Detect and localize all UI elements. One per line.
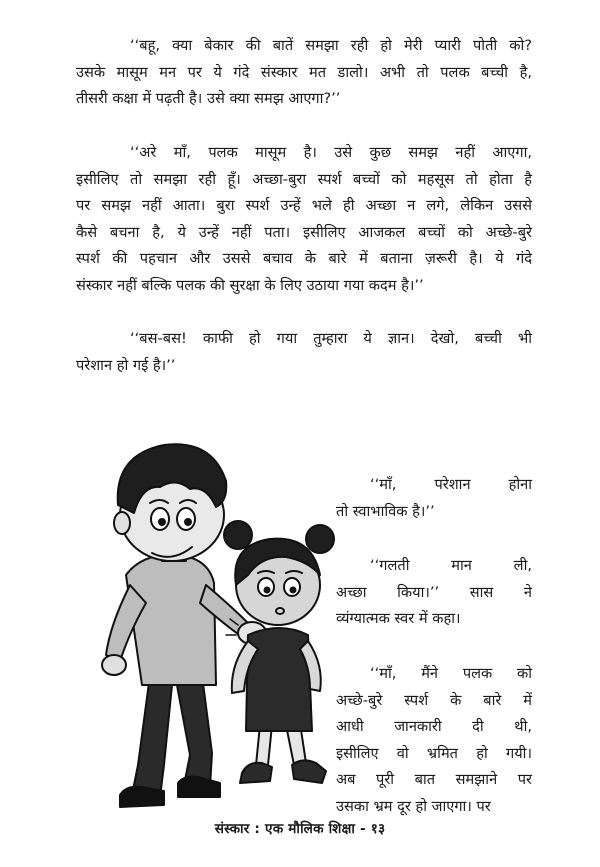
text-line: स्पर्श की पहचान और उससे बचाव के बारे में बताना ज़रूरी है। ये गंदे <box>76 250 532 267</box>
text-line: ‘‘अरे माँ, पलक मासूम है। उसे कुछ समझ नहीं आएगा, <box>130 144 532 161</box>
text-line: अच्छा किया।’’ सास ने <box>336 583 532 601</box>
text-line: उसके मासूम मन पर ये गंदे संस्कार मत डालो। अभी तो पलक बच्ची है, <box>76 63 532 81</box>
paragraph-grandmother-retort <box>76 326 532 379</box>
text-line: आधी जानकारी दी थी, <box>336 718 532 735</box>
side-paragraph-mother-clarifies <box>336 661 532 820</box>
side-paragraph-sarcasm <box>336 553 532 633</box>
text-line: अब पूरी बात समझाने पर <box>336 771 532 788</box>
text-line: इसीलिए वो भ्रमित हो गयी। <box>336 744 532 762</box>
text-line: ‘‘माँ, परेशान होना <box>370 476 532 493</box>
illustration-boy-and-girl <box>80 435 350 820</box>
text-line: पर समझ नहीं आता। बुरा स्पर्श उन्हें भले ही अच्छा न लगे, लेकिन उससे <box>76 197 532 214</box>
text-line: तो स्वाभाविक है।’’ <box>336 502 435 520</box>
text-line: ‘‘माँ, मैंने पलक को <box>370 665 532 682</box>
text-line: उसका भ्रम दूर हो जाएगा। पर <box>336 797 491 815</box>
text-line: परेशान हो गई है।’’ <box>76 356 176 374</box>
text-line: कैसे बचना है, ये उन्हें नहीं पता। इसीलिए आजकल बच्चों को अच्छे-बुरे <box>76 223 532 241</box>
text-line: इसीलिए तो समझा रही हूँ। अच्छा-बुरा स्पर्श बच्चों को महसूस तो होता है <box>76 170 532 188</box>
text-line: अच्छे-बुरे स्पर्श के बारे में <box>336 691 532 709</box>
text-line: व्यंग्यात्मक स्वर में कहा। <box>336 610 461 627</box>
text-line: तीसरी कक्षा में पढ़ती है। उसे क्या समझ आएगा?’’ <box>76 90 341 107</box>
paragraph-mother-explanation <box>76 140 532 299</box>
text-line: ‘‘बस-बस! काफी हो गया तुम्हारा ये ज्ञान। देखो, बच्ची भी <box>130 330 532 347</box>
side-paragraph-mother-reply <box>336 472 532 525</box>
text-line: ‘‘बहू, क्या बेकार की बातें समझा रही हो मेरी प्यारी पोती को? <box>130 37 532 54</box>
text-line: ‘‘गलती मान ली, <box>370 557 532 574</box>
page-footer: संस्कार : एक मौलिक शिक्षा - १३ <box>214 821 386 837</box>
paragraph-grandmother-objection <box>76 33 532 113</box>
text-line: संस्कार नहीं बल्कि पलक की सुरक्षा के लिए उठाया गया कदम है।’’ <box>76 276 424 294</box>
